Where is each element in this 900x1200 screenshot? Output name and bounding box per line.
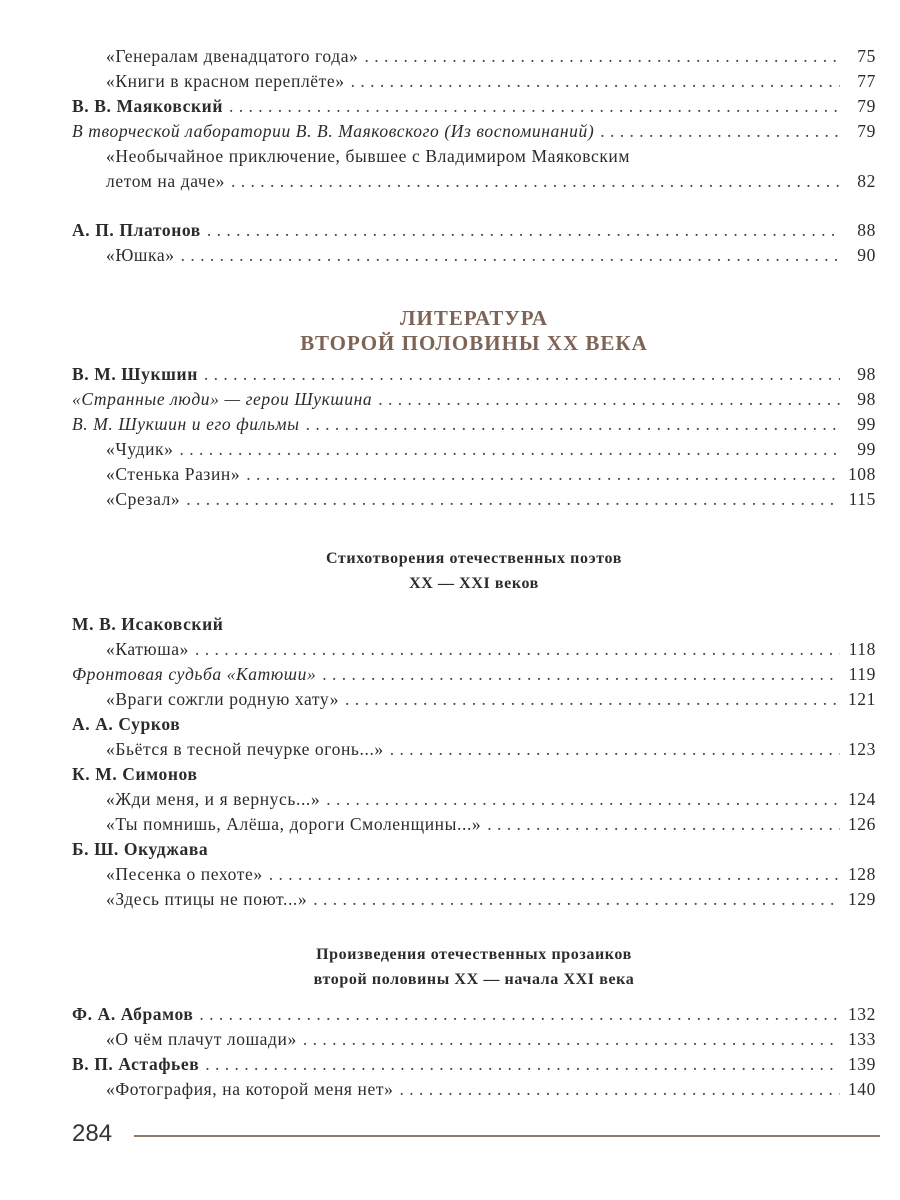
- toc-author-entry[interactable]: [72, 712, 876, 737]
- entry-page: 79: [857, 121, 876, 141]
- toc-author-entry[interactable]: [72, 612, 876, 637]
- toc-author-entry[interactable]: [72, 94, 876, 119]
- entry-title: «Чудик»: [106, 439, 174, 459]
- entry-page: 133: [847, 1029, 876, 1049]
- entry-page: 82: [857, 171, 876, 191]
- entry-title: «Необычайное приключение, бывшее с Владимиром Маяковским: [106, 146, 631, 166]
- toc-entry[interactable]: [72, 243, 876, 268]
- entry-page: 119: [848, 664, 876, 684]
- section-title: [72, 306, 876, 356]
- toc-entry[interactable]: [72, 1077, 876, 1102]
- leader-dots: [231, 169, 840, 194]
- leader-dots: [399, 1077, 840, 1102]
- toc-entry[interactable]: [72, 787, 876, 812]
- entry-title: «Стенька Разин»: [106, 464, 241, 484]
- entry-title: «Срезал»: [106, 489, 181, 509]
- entry-title: «Ты помнишь, Алёша, дороги Смоленщины...»: [106, 814, 482, 834]
- leader-dots: [180, 437, 841, 462]
- toc-entry[interactable]: [72, 662, 876, 687]
- entry-title: «О чём плачут лошади»: [106, 1029, 297, 1049]
- author-name: А. А. Сурков: [72, 714, 181, 734]
- section-title-line2: ВТОРОЙ ПОЛОВИНЫ XX ВЕКА: [300, 331, 648, 355]
- entry-page: 128: [847, 864, 876, 884]
- leader-dots: [195, 637, 840, 662]
- leader-dots: [364, 44, 840, 69]
- entry-page: 98: [857, 389, 876, 409]
- toc-author-entry[interactable]: [72, 762, 876, 787]
- entry-page: 90: [857, 245, 876, 265]
- entry-page: 124: [847, 789, 876, 809]
- table-of-contents: [72, 44, 876, 1102]
- toc-entry[interactable]: [72, 1027, 876, 1052]
- author-name: М. В. Исаковский: [72, 614, 224, 634]
- leader-dots: [199, 1002, 840, 1027]
- toc-entry[interactable]: [72, 862, 876, 887]
- toc-entry[interactable]: [72, 69, 876, 94]
- entry-page: 99: [857, 414, 876, 434]
- toc-author-entry[interactable]: [72, 1052, 876, 1077]
- entry-title: «Юшка»: [106, 245, 175, 265]
- leader-dots: [269, 862, 840, 887]
- toc-author-entry[interactable]: [72, 218, 876, 243]
- toc-entry[interactable]: [72, 812, 876, 837]
- subsection-title-line2: XX — XXI веков: [409, 575, 539, 592]
- toc-author-entry[interactable]: [72, 837, 876, 862]
- entry-page: 99: [857, 439, 876, 459]
- leader-dots: [246, 462, 840, 487]
- leader-dots: [204, 362, 840, 387]
- author-name: К. М. Симонов: [72, 764, 198, 784]
- leader-dots: [345, 687, 840, 712]
- entry-page: 108: [847, 464, 876, 484]
- entry-page: 115: [848, 489, 876, 509]
- entry-page: 126: [847, 814, 876, 834]
- leader-dots: [313, 887, 840, 912]
- subsection-title: [72, 942, 876, 992]
- leader-dots: [326, 787, 840, 812]
- toc-author-entry[interactable]: [72, 362, 876, 387]
- entry-title: «Бьётся в тесной печурке огонь...»: [106, 739, 384, 759]
- leader-dots: [322, 662, 840, 687]
- toc-entry[interactable]: [72, 487, 876, 512]
- toc-entry[interactable]: [72, 887, 876, 912]
- section-title-line1: ЛИТЕРАТУРА: [399, 306, 549, 330]
- entry-page: 132: [847, 1004, 876, 1024]
- entry-page: 121: [847, 689, 876, 709]
- entry-title: Фронтовая судьба «Катюши»: [72, 664, 317, 684]
- entry-page: 88: [857, 220, 876, 240]
- leader-dots: [229, 94, 840, 119]
- leader-dots: [351, 69, 840, 94]
- entry-page: 140: [847, 1079, 876, 1099]
- toc-entry[interactable]: [72, 412, 876, 437]
- subsection-title-line2: второй половины XX — начала XXI века: [313, 971, 635, 988]
- toc-entry[interactable]: [72, 462, 876, 487]
- toc-entry[interactable]: [72, 44, 876, 69]
- leader-dots: [378, 387, 840, 412]
- entry-title: «Песенка о пехоте»: [106, 864, 263, 884]
- page-footer: [72, 1120, 880, 1148]
- toc-entry-line1[interactable]: [72, 144, 876, 169]
- toc-entry[interactable]: [72, 687, 876, 712]
- toc-entry[interactable]: [72, 637, 876, 662]
- toc-entry[interactable]: [72, 737, 876, 762]
- entry-title: В. М. Шукшин и его фильмы: [72, 414, 300, 434]
- entry-title: летом на даче»: [106, 171, 225, 191]
- author-name: В. М. Шукшин: [72, 364, 198, 384]
- entry-title: «Книги в красном переплёте»: [106, 71, 345, 91]
- author-name: Ф. А. Абрамов: [72, 1004, 194, 1024]
- leader-dots: [207, 218, 840, 243]
- entry-page: 79: [857, 96, 876, 116]
- leader-dots: [487, 812, 840, 837]
- leader-dots: [181, 243, 840, 268]
- toc-author-entry[interactable]: [72, 1002, 876, 1027]
- entry-title: «Враги сожгли родную хату»: [106, 689, 340, 709]
- author-name: Б. Ш. Окуджава: [72, 839, 209, 859]
- entry-title: «Жди меня, и я вернусь...»: [106, 789, 321, 809]
- page-number: 284: [72, 1120, 113, 1147]
- author-name: В. П. Астафьев: [72, 1054, 200, 1074]
- entry-page: 77: [857, 71, 876, 91]
- entry-page: 129: [847, 889, 876, 909]
- entry-page: 118: [848, 639, 876, 659]
- leader-dots: [186, 487, 840, 512]
- entry-page: 139: [847, 1054, 876, 1074]
- leader-dots: [390, 737, 840, 762]
- entry-page: 123: [847, 739, 876, 759]
- author-name: А. П. Платонов: [72, 220, 201, 240]
- subsection-title: [72, 546, 876, 596]
- entry-page: 75: [857, 46, 876, 66]
- leader-dots: [600, 119, 840, 144]
- footer-rule: [134, 1135, 880, 1137]
- leader-dots: [306, 412, 840, 437]
- entry-title: «Странные люди» — герои Шукшина: [72, 389, 373, 409]
- subsection-title-line1: Произведения отечественных прозаиков: [316, 946, 632, 963]
- toc-entry[interactable]: [72, 119, 876, 144]
- toc-entry[interactable]: [72, 437, 876, 462]
- author-name: В. В. Маяковский: [72, 96, 224, 116]
- entry-title: «Генералам двенадцатого года»: [106, 46, 359, 66]
- entry-title: В творческой лаборатории В. В. Маяковского (Из воспоминаний): [72, 121, 595, 141]
- toc-entry-line2[interactable]: [72, 169, 876, 194]
- leader-dots: [303, 1027, 840, 1052]
- entry-title: «Здесь птицы не поют...»: [106, 889, 308, 909]
- toc-entry[interactable]: [72, 387, 876, 412]
- subsection-title-line1: Стихотворения отечественных поэтов: [325, 550, 622, 567]
- leader-dots: [205, 1052, 840, 1077]
- entry-title: «Фотография, на которой меня нет»: [106, 1079, 394, 1099]
- entry-page: 98: [857, 364, 876, 384]
- entry-title: «Катюша»: [106, 639, 190, 659]
